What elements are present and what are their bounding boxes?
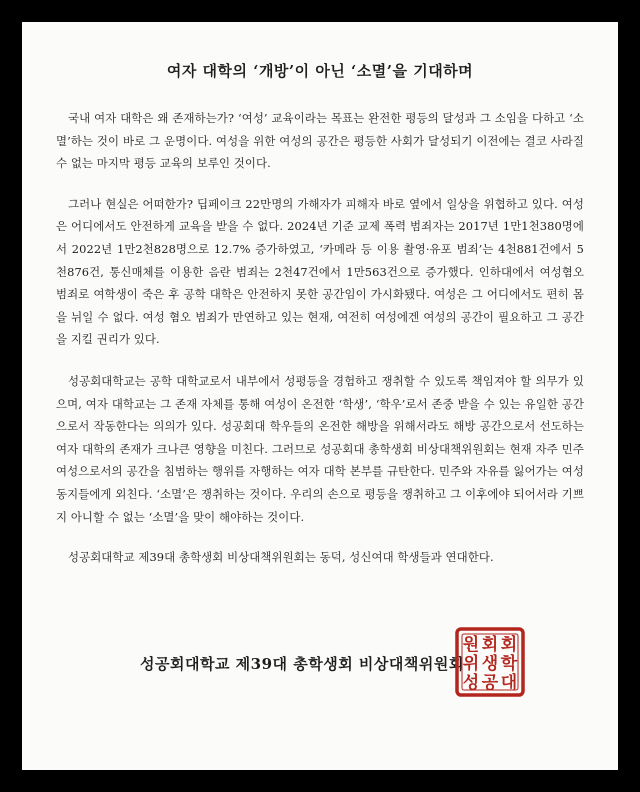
paragraph-3: 성공회대학교는 공학 대학교로서 내부에서 성평등을 경험하고 쟁취할 수 있도록 책임져야 할 의무가 있으며, 여자 대학교는 그 존재 자체를 통해 여성이 온전한 ‘학생’, ‘학우’로서 존중 받을 수 있는 유일한 공간으로서 작동한다는 의의가 있다. 성공회대 학우들의 온전한 해방을 위해서라도 해방 공간으로서 선도하는 여자 대학의 존재가 크나큰 영향을 미친다. 그러므로 성공회대 총학생회 비상대책위원회는 현재 자주 민주 여성으로서의 공간을 침범하는 행위를 자행하는 여자 대학 본부를 규탄한다. 민주와 자유를 잃어가는 여성 동지들에게 외친다. ‘소멸’은 쟁취하는 것이다. 우리의 손으로 평등을 쟁취하고 그 이후에야 되어서라 기쁘지 아니할 수 없는 ‘소멸’을 맞이 해야하는 것이다. — [56, 373, 584, 524]
seal-character: 회 — [500, 635, 518, 655]
signature-text: 성공회대학교 제39대 총학생회 비상대책위원회 — [140, 655, 464, 673]
seal-characters — [463, 634, 518, 693]
official-seal-stamp — [454, 626, 526, 698]
seal-character: 원 — [462, 635, 480, 655]
seal-character: 성 — [462, 673, 480, 693]
seal-character: 위 — [462, 654, 480, 674]
seal-character: 공 — [481, 673, 499, 693]
paragraph-1: 국내 여자 대학은 왜 존재하는가? ‘여성’ 교육이라는 목표는 완전한 평등의 달성과 그 소임을 다하고 ‘소멸’하는 것이 바로 그 운명이다. 여성을 위한 여성의 공간은 평등한 사회가 달성되기 이전에는 결코 사라질 수 없는 마지막 평등 교육의 보루인 것이다. — [56, 111, 584, 171]
paragraph-4-solidarity: 성공회대학교 제39대 총학생회 비상대책위원회는 동덕, 성신여대 학생들과 연대한다. — [68, 550, 494, 565]
seal-character: 생 — [481, 654, 499, 674]
statement-document — [22, 22, 618, 770]
document-title: 여자 대학의 ‘개방’이 아닌 ‘소멸’을 기대하며 — [166, 62, 474, 80]
seal-character: 대 — [500, 673, 518, 693]
signature-block — [22, 626, 618, 696]
seal-character: 회 — [481, 635, 499, 655]
seal-character: 학 — [500, 654, 518, 674]
paragraph-2: 그러나 현실은 어떠한가? 딥페이크 22만명의 가해자가 피해자 바로 옆에서 일상을 위협하고 있다. 여성은 어디에서도 안전하게 교육을 받을 수 없다. 2024년 기준 교제 폭력 범죄자는 2017년 1만1천380명에서 2022년 1만2천828명으로 12.7% 증가하였고, ‘카메라 등 이용 촬영·유포 범죄’는 4천881건에서 5천876건, 통신매체를 이용한 음란 범죄는 2천47건에서 1만563건으로 증가했다. 인하대에서 여성혐오 범죄로 여학생이 죽은 후 공학 대학은 안전하지 못한 공간임이 가시화됐다. 여성은 그 어디에서도 편히 몸을 뉘일 수 없다. 여성 혐오 범죄가 만연하고 있는 현재, 여전히 여성에겐 여성의 공간이 필요하고 그 공간을 지킬 권리가 있다. — [56, 196, 584, 347]
